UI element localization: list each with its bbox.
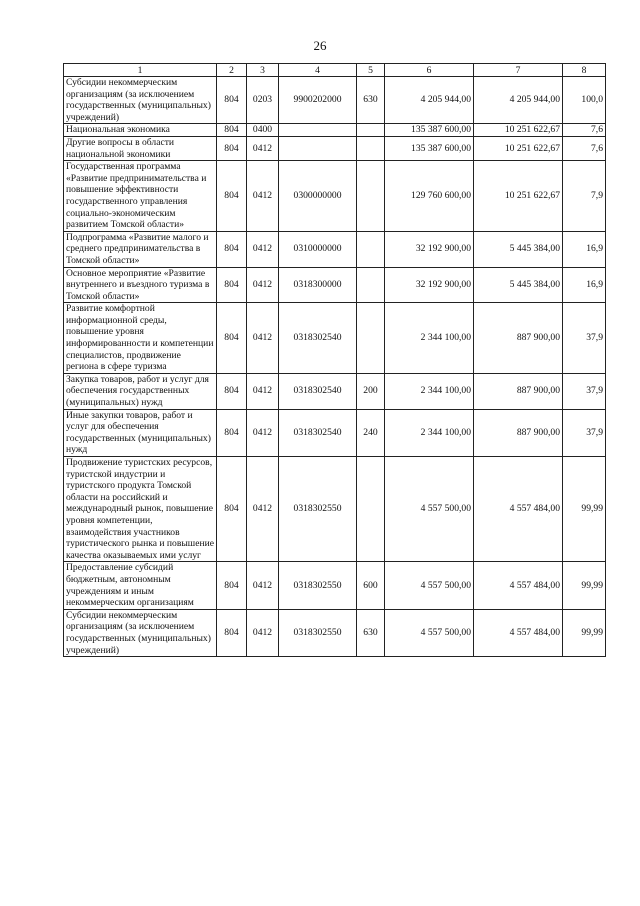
table-row bbox=[64, 609, 606, 656]
budget-table bbox=[63, 63, 606, 657]
executed-amount: 5 445 384,00 bbox=[474, 231, 563, 267]
section-code: 0412 bbox=[247, 303, 279, 374]
table-row bbox=[64, 373, 606, 409]
target-article-code: 0318302540 bbox=[279, 303, 357, 374]
column-header: 2 bbox=[217, 64, 247, 77]
executed-amount: 5 445 384,00 bbox=[474, 267, 563, 303]
expense-type-code bbox=[357, 136, 385, 160]
expense-type-code: 200 bbox=[357, 373, 385, 409]
target-article-code bbox=[279, 136, 357, 160]
planned-amount: 135 387 600,00 bbox=[385, 136, 474, 160]
section-code: 0412 bbox=[247, 373, 279, 409]
column-header: 8 bbox=[563, 64, 606, 77]
executed-amount: 4 557 484,00 bbox=[474, 457, 563, 562]
executed-amount: 10 251 622,67 bbox=[474, 124, 563, 137]
section-code: 0412 bbox=[247, 161, 279, 232]
expense-type-code bbox=[357, 303, 385, 374]
execution-percent: 37,9 bbox=[563, 409, 606, 456]
row-name: Субсидии некоммерческим организациям (за исключением государственных (муниципальных) учреждений) bbox=[64, 77, 217, 124]
row-name: Государственная программа «Развитие предпринимательства и повышение эффективности государственного управления социально-экономическим развитием Томской области» bbox=[64, 161, 217, 232]
expense-type-code bbox=[357, 457, 385, 562]
planned-amount: 2 344 100,00 bbox=[385, 373, 474, 409]
table-row bbox=[64, 231, 606, 267]
column-header: 7 bbox=[474, 64, 563, 77]
planned-amount: 32 192 900,00 bbox=[385, 231, 474, 267]
column-header: 6 bbox=[385, 64, 474, 77]
row-name: Субсидии некоммерческим организациям (за исключением государственных (муниципальных) учреждений) bbox=[64, 609, 217, 656]
execution-percent: 37,9 bbox=[563, 373, 606, 409]
header-row bbox=[64, 64, 606, 77]
row-name: Основное мероприятие «Развитие внутреннего и въездного туризма в Томской области» bbox=[64, 267, 217, 303]
target-article-code: 0300000000 bbox=[279, 161, 357, 232]
expense-type-code bbox=[357, 124, 385, 137]
section-code: 0203 bbox=[247, 77, 279, 124]
row-name: Национальная экономика bbox=[64, 124, 217, 137]
execution-percent: 37,9 bbox=[563, 303, 606, 374]
execution-percent: 100,0 bbox=[563, 77, 606, 124]
target-article-code: 0318302550 bbox=[279, 562, 357, 609]
row-name: Другие вопросы в области национальной экономики bbox=[64, 136, 217, 160]
chapter-code: 804 bbox=[217, 231, 247, 267]
planned-amount: 2 344 100,00 bbox=[385, 409, 474, 456]
expense-type-code bbox=[357, 161, 385, 232]
section-code: 0412 bbox=[247, 457, 279, 562]
target-article-code: 0318302550 bbox=[279, 457, 357, 562]
chapter-code: 804 bbox=[217, 303, 247, 374]
target-article-code: 0318302540 bbox=[279, 409, 357, 456]
chapter-code: 804 bbox=[217, 409, 247, 456]
column-header: 3 bbox=[247, 64, 279, 77]
planned-amount: 4 557 500,00 bbox=[385, 457, 474, 562]
executed-amount: 887 900,00 bbox=[474, 409, 563, 456]
section-code: 0412 bbox=[247, 409, 279, 456]
table-row bbox=[64, 136, 606, 160]
row-name: Закупка товаров, работ и услуг для обеспечения государственных (муниципальных) нужд bbox=[64, 373, 217, 409]
target-article-code bbox=[279, 124, 357, 137]
executed-amount: 4 557 484,00 bbox=[474, 562, 563, 609]
target-article-code: 0310000000 bbox=[279, 231, 357, 267]
table-row bbox=[64, 77, 606, 124]
execution-percent: 16,9 bbox=[563, 231, 606, 267]
executed-amount: 887 900,00 bbox=[474, 373, 563, 409]
expense-type-code: 630 bbox=[357, 77, 385, 124]
chapter-code: 804 bbox=[217, 609, 247, 656]
planned-amount: 4 557 500,00 bbox=[385, 562, 474, 609]
executed-amount: 4 557 484,00 bbox=[474, 609, 563, 656]
execution-percent: 16,9 bbox=[563, 267, 606, 303]
table-row bbox=[64, 267, 606, 303]
execution-percent: 99,99 bbox=[563, 562, 606, 609]
executed-amount: 4 205 944,00 bbox=[474, 77, 563, 124]
execution-percent: 7,9 bbox=[563, 161, 606, 232]
column-header: 5 bbox=[357, 64, 385, 77]
chapter-code: 804 bbox=[217, 136, 247, 160]
execution-percent: 99,99 bbox=[563, 457, 606, 562]
target-article-code: 9900202000 bbox=[279, 77, 357, 124]
section-code: 0412 bbox=[247, 231, 279, 267]
planned-amount: 32 192 900,00 bbox=[385, 267, 474, 303]
planned-amount: 4 557 500,00 bbox=[385, 609, 474, 656]
row-name: Продвижение туристских ресурсов, туристской индустрии и туристского продукта Томской области на российский и международный рынок, повышение уровня компетенции, взаимодействия участников туристического рынка и повышение качества оказываемых ими услуг bbox=[64, 457, 217, 562]
planned-amount: 129 760 600,00 bbox=[385, 161, 474, 232]
expense-type-code: 600 bbox=[357, 562, 385, 609]
expense-type-code bbox=[357, 267, 385, 303]
executed-amount: 10 251 622,67 bbox=[474, 136, 563, 160]
execution-percent: 7,6 bbox=[563, 136, 606, 160]
row-name: Подпрограмма «Развитие малого и среднего предпринимательства в Томской области» bbox=[64, 231, 217, 267]
section-code: 0412 bbox=[247, 136, 279, 160]
section-code: 0412 bbox=[247, 562, 279, 609]
chapter-code: 804 bbox=[217, 562, 247, 609]
section-code: 0412 bbox=[247, 609, 279, 656]
expense-type-code: 240 bbox=[357, 409, 385, 456]
chapter-code: 804 bbox=[217, 267, 247, 303]
expense-type-code bbox=[357, 231, 385, 267]
section-code: 0400 bbox=[247, 124, 279, 137]
target-article-code: 0318300000 bbox=[279, 267, 357, 303]
table-row bbox=[64, 161, 606, 232]
expense-type-code: 630 bbox=[357, 609, 385, 656]
row-name: Развитие комфортной информационной среды, повышение уровня информированности и компетенции специалистов, продвижение региона в сфере туризма bbox=[64, 303, 217, 374]
table-row bbox=[64, 124, 606, 137]
planned-amount: 135 387 600,00 bbox=[385, 124, 474, 137]
column-header: 1 bbox=[64, 64, 217, 77]
planned-amount: 2 344 100,00 bbox=[385, 303, 474, 374]
chapter-code: 804 bbox=[217, 124, 247, 137]
table-header bbox=[64, 64, 606, 77]
table-row bbox=[64, 303, 606, 374]
section-code: 0412 bbox=[247, 267, 279, 303]
column-header: 4 bbox=[279, 64, 357, 77]
chapter-code: 804 bbox=[217, 161, 247, 232]
row-name: Предоставление субсидий бюджетным, автономным учреждениям и иным некоммерческим организациям bbox=[64, 562, 217, 609]
chapter-code: 804 bbox=[217, 457, 247, 562]
table-row bbox=[64, 409, 606, 456]
chapter-code: 804 bbox=[217, 77, 247, 124]
execution-percent: 7,6 bbox=[563, 124, 606, 137]
executed-amount: 10 251 622,67 bbox=[474, 161, 563, 232]
table-body bbox=[64, 77, 606, 657]
target-article-code: 0318302550 bbox=[279, 609, 357, 656]
execution-percent: 99,99 bbox=[563, 609, 606, 656]
row-name: Иные закупки товаров, работ и услуг для обеспечения государственных (муниципальных) нужд bbox=[64, 409, 217, 456]
planned-amount: 4 205 944,00 bbox=[385, 77, 474, 124]
chapter-code: 804 bbox=[217, 373, 247, 409]
target-article-code: 0318302540 bbox=[279, 373, 357, 409]
page-number: 26 bbox=[313, 38, 327, 53]
executed-amount: 887 900,00 bbox=[474, 303, 563, 374]
table-row bbox=[64, 457, 606, 562]
table-row bbox=[64, 562, 606, 609]
